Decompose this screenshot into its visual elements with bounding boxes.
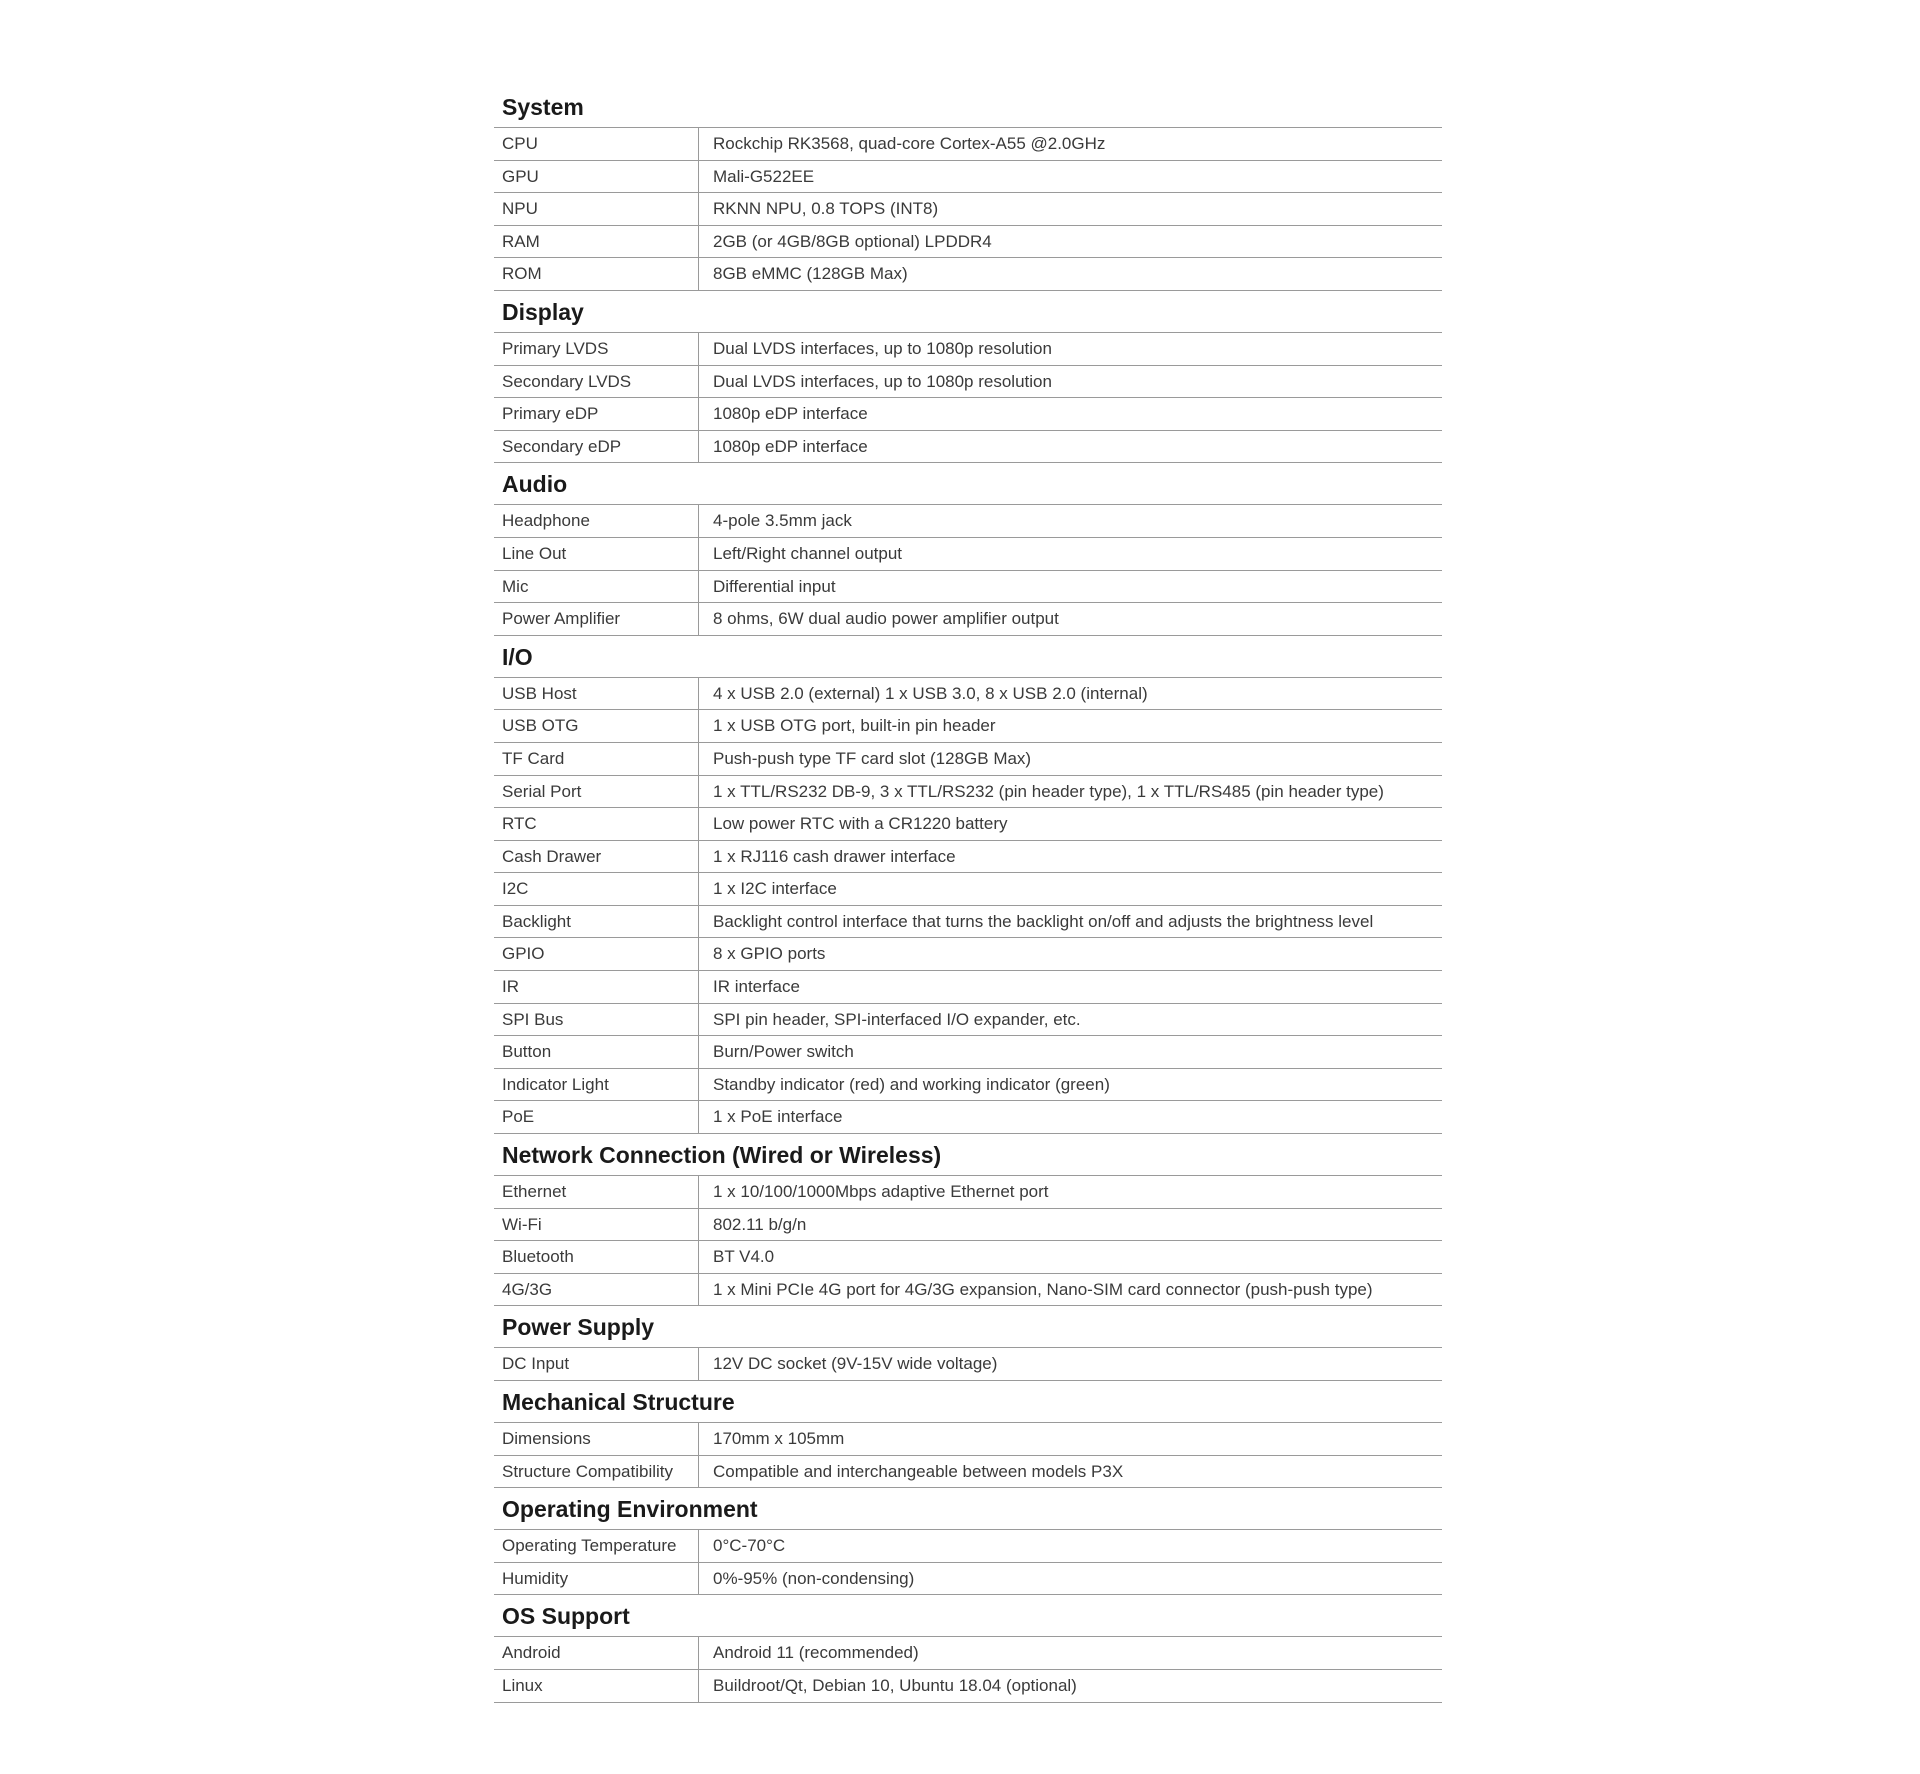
spec-label: USB Host (494, 678, 699, 710)
spec-value: 1080p eDP interface (713, 436, 868, 456)
spec-value: RKNN NPU, 0.8 TOPS (INT8) (713, 199, 939, 219)
spec-value: Left/Right channel output (713, 543, 903, 563)
spec-section (494, 1595, 1442, 1702)
spec-section (494, 636, 1442, 1134)
spec-label: Dimensions (494, 1423, 699, 1455)
spec-label: Humidity (494, 1563, 699, 1595)
table-row (494, 1530, 1442, 1563)
spec-value: 0°C-70°C (713, 1536, 786, 1556)
table-row (494, 1209, 1442, 1242)
spec-label: Serial Port (494, 776, 699, 808)
table-row (494, 1563, 1442, 1596)
spec-section (494, 1488, 1442, 1595)
spec-label: PoE (494, 1101, 699, 1133)
spec-value: Backlight control interface that turns the backlight on/off and adjusts the brightness level (713, 911, 1374, 931)
section-title: Audio (494, 463, 1442, 505)
table-row (494, 538, 1442, 571)
spec-label: Structure Compatibility (494, 1456, 699, 1488)
table-row (494, 226, 1442, 259)
spec-value: Rockchip RK3568, quad-core Cortex-A55 @2.0GHz (713, 134, 1106, 153)
spec-section (494, 1306, 1442, 1381)
spec-label: I2C (494, 873, 699, 905)
table-row (494, 841, 1442, 874)
spec-value: Mali-G522EE (713, 166, 815, 186)
spec-value: Standby indicator (red) and working indicator (green) (713, 1074, 1110, 1094)
section-title: Network Connection (Wired or Wireless) (494, 1134, 1442, 1176)
spec-section (494, 463, 1442, 635)
table-row (494, 1176, 1442, 1209)
table-row (494, 873, 1442, 906)
spec-label: Indicator Light (494, 1069, 699, 1101)
spec-label: Button (494, 1036, 699, 1068)
table-row (494, 505, 1442, 538)
spec-label: 4G/3G (494, 1274, 699, 1306)
spec-label: Secondary LVDS (494, 366, 699, 398)
spec-label: IR (494, 971, 699, 1003)
spec-value: 4-pole 3.5mm jack (713, 511, 852, 531)
section-title: Mechanical Structure (494, 1381, 1442, 1423)
spec-label: Wi-Fi (494, 1209, 699, 1241)
table-row (494, 1274, 1442, 1307)
spec-label: Headphone (494, 505, 699, 537)
spec-label: GPU (494, 161, 699, 193)
spec-value: 1 x USB OTG port, built-in pin header (713, 716, 996, 736)
spec-label: USB OTG (494, 710, 699, 742)
spec-value: IR interface (713, 977, 800, 997)
table-row (494, 1101, 1442, 1134)
spec-value: 8GB eMMC (128GB Max) (713, 264, 908, 284)
spec-value: 1 x PoE interface (713, 1107, 843, 1127)
spec-label: NPU (494, 193, 699, 225)
spec-value: 8 x GPIO ports (713, 944, 826, 964)
table-row (494, 1348, 1442, 1381)
table-row (494, 128, 1442, 161)
spec-label: Operating Temperature (494, 1530, 699, 1562)
spec-value: Buildroot/Qt, Debian 10, Ubuntu 18.04 (optional) (713, 1675, 1077, 1695)
spec-label: Power Amplifier (494, 603, 699, 635)
table-row (494, 431, 1442, 464)
table-row (494, 398, 1442, 431)
table-row (494, 971, 1442, 1004)
spec-section (494, 1381, 1442, 1488)
section-title: OS Support (494, 1595, 1442, 1637)
section-title: I/O (494, 636, 1442, 678)
table-row (494, 808, 1442, 841)
spec-label: DC Input (494, 1348, 699, 1380)
spec-label: Backlight (494, 906, 699, 938)
spec-value: Android 11 (recommended) (713, 1643, 919, 1663)
spec-value: 1 x I2C interface (713, 879, 837, 899)
spec-value: SPI pin header, SPI-interfaced I/O expander, etc. (713, 1009, 1081, 1029)
spec-label: SPI Bus (494, 1004, 699, 1036)
section-title: Operating Environment (494, 1488, 1442, 1530)
spec-section (494, 86, 1442, 291)
spec-label: Ethernet (494, 1176, 699, 1208)
spec-label: Primary eDP (494, 398, 699, 430)
spec-value: 170mm x 105mm (713, 1429, 845, 1448)
spec-label: RAM (494, 226, 699, 258)
spec-value: BT V4.0 (713, 1247, 775, 1267)
spec-section (494, 291, 1442, 463)
spec-section (494, 1134, 1442, 1306)
spec-value: Burn/Power switch (713, 1042, 854, 1062)
table-row (494, 193, 1442, 226)
spec-value: 0%-95% (non-condensing) (713, 1568, 915, 1588)
table-row (494, 333, 1442, 366)
spec-value: Differential input (713, 576, 836, 596)
spec-label: RTC (494, 808, 699, 840)
table-row (494, 743, 1442, 776)
spec-label: Cash Drawer (494, 841, 699, 873)
spec-value: Low power RTC with a CR1220 battery (713, 814, 1008, 834)
section-title: System (494, 86, 1442, 128)
table-row (494, 710, 1442, 743)
spec-label: GPIO (494, 938, 699, 970)
spec-value: 2GB (or 4GB/8GB optional) LPDDR4 (713, 231, 992, 251)
spec-value: Dual LVDS interfaces, up to 1080p resolution (713, 338, 1052, 358)
table-row (494, 258, 1442, 291)
table-row (494, 906, 1442, 939)
spec-label: Mic (494, 571, 699, 603)
table-row (494, 161, 1442, 194)
spec-value: Dual LVDS interfaces, up to 1080p resolution (713, 371, 1052, 391)
spec-label: Bluetooth (494, 1241, 699, 1273)
table-row (494, 1004, 1442, 1037)
spec-value: 802.11 b/g/n (713, 1214, 807, 1234)
table-row (494, 678, 1442, 711)
table-row (494, 1423, 1442, 1456)
spec-value: 1 x TTL/RS232 DB-9, 3 x TTL/RS232 (pin header type), 1 x TTL/RS485 (pin header type) (713, 781, 1384, 801)
table-row (494, 571, 1442, 604)
spec-value: 8 ohms, 6W dual audio power amplifier output (713, 609, 1059, 629)
spec-label: Primary LVDS (494, 333, 699, 365)
section-title: Display (494, 291, 1442, 333)
spec-value: 1080p eDP interface (713, 404, 868, 424)
spec-label: Linux (494, 1670, 699, 1702)
table-row (494, 603, 1442, 636)
spec-label: Android (494, 1637, 699, 1669)
spec-value: 4 x USB 2.0 (external) 1 x USB 3.0, 8 x USB 2.0 (internal) (713, 683, 1148, 703)
spec-value: 1 x Mini PCIe 4G port for 4G/3G expansion, Nano-SIM card connector (push-push type) (713, 1279, 1373, 1299)
spec-value: Push-push type TF card slot (128GB Max) (713, 748, 1032, 768)
table-row (494, 1670, 1442, 1703)
spec-label: ROM (494, 258, 699, 290)
table-row (494, 1036, 1442, 1069)
table-row (494, 776, 1442, 809)
spec-value: 1 x RJ116 cash drawer interface (713, 846, 956, 866)
spec-label: TF Card (494, 743, 699, 775)
table-row (494, 938, 1442, 971)
spec-label: CPU (494, 128, 699, 160)
spec-table (494, 86, 1442, 1703)
section-title: Power Supply (494, 1306, 1442, 1348)
table-row (494, 1456, 1442, 1489)
spec-value: Compatible and interchangeable between models P3X (713, 1461, 1124, 1481)
table-row (494, 366, 1442, 399)
spec-value: 1 x 10/100/1000Mbps adaptive Ethernet port (713, 1182, 1049, 1202)
spec-label: Line Out (494, 538, 699, 570)
spec-value: 12V DC socket (9V-15V wide voltage) (713, 1354, 998, 1374)
table-row (494, 1069, 1442, 1102)
spec-label: Secondary eDP (494, 431, 699, 463)
table-row (494, 1637, 1442, 1670)
table-row (494, 1241, 1442, 1274)
